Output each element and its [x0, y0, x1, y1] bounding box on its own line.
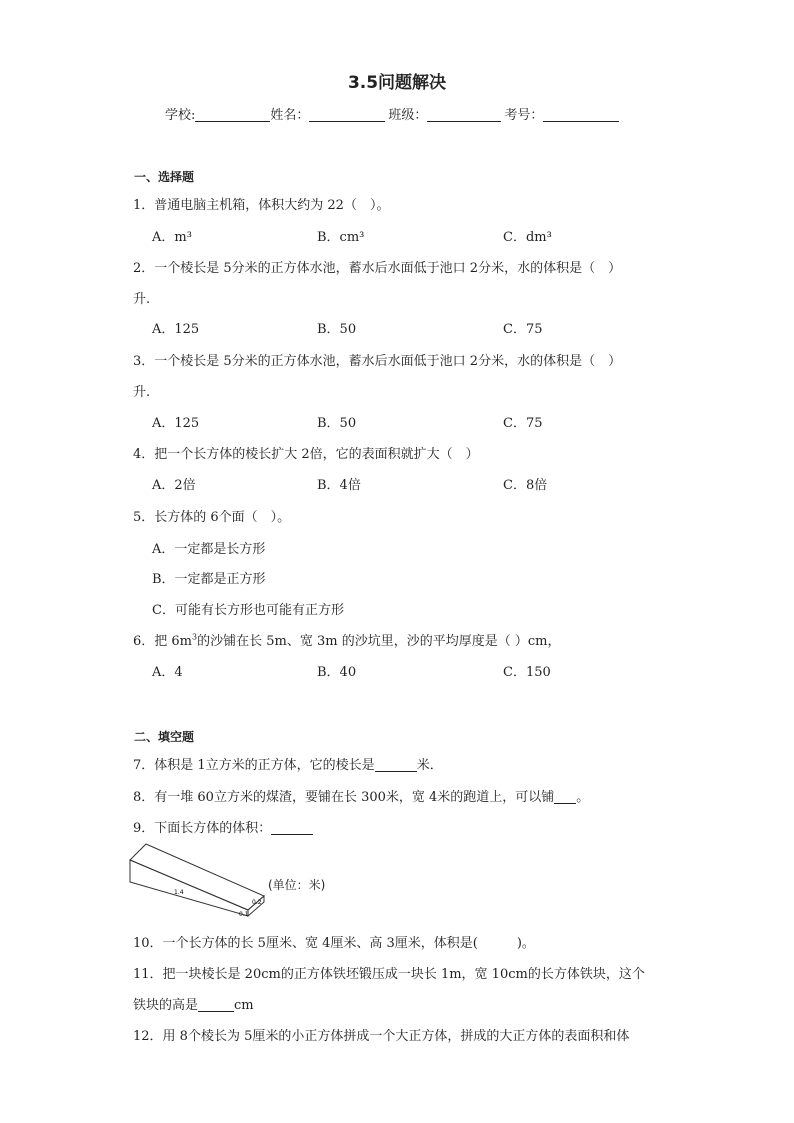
school-blank[interactable]	[195, 107, 270, 122]
question-8: 8．有一堆 60立方米的煤渣，要铺在长 300米，宽 4米的跑道上，可以铺 。	[133, 790, 590, 805]
q1-option-b[interactable]: B．cm³	[317, 230, 365, 245]
q1-option-a[interactable]: A．m³	[152, 230, 192, 245]
question-10: 10．一个长方体的长 5厘米、宽 4厘米、高 3厘米，体积是( )。	[133, 936, 535, 951]
cuboid-top-face	[130, 844, 264, 910]
cuboid-length-label: 1.4	[174, 889, 184, 896]
q8-blank[interactable]	[554, 789, 576, 804]
q6-option-a[interactable]: A．4	[152, 665, 183, 680]
q6-option-b[interactable]: B．40	[317, 665, 357, 680]
section-title-fill: 二、填空题	[134, 730, 195, 744]
page-title: 3.5问题解决	[347, 73, 447, 93]
question-3-line1: 3．一个棱长是 5分米的正方体水池，蓄水后水面低于池口 2分米，水的体积是（ ）	[133, 354, 622, 369]
question-11-line2: 铁块的高是 cm	[133, 998, 254, 1013]
q11-blank[interactable]	[198, 997, 234, 1012]
class-blank[interactable]	[427, 107, 501, 122]
question-5: 5．长方体的 6个面（ ）。	[133, 510, 291, 525]
q4-option-a[interactable]: A．2倍	[152, 478, 196, 493]
question-7: 7．体积是 1立方米的正方体，它的棱长是 米．	[133, 758, 443, 773]
q6-option-c[interactable]: C．150	[503, 665, 551, 680]
q4-option-c[interactable]: C．8倍	[503, 478, 548, 493]
q5-option-c[interactable]: C．可能有长方形也可能有正方形	[152, 603, 344, 618]
question-2-line2: 升.	[133, 292, 151, 307]
student-info-row	[165, 104, 619, 123]
question-2-line1: 2．一个棱长是 5分米的正方体水池，蓄水后水面低于池口 2分米，水的体积是（ ）	[133, 261, 622, 276]
question-1: 1．普通电脑主机箱，体积大约为 22（ ）。	[133, 198, 390, 213]
cuboid-height-label: 0.2	[252, 899, 262, 906]
school-label: 学校:	[165, 108, 196, 123]
unit-label: (单位：米)	[268, 878, 326, 892]
question-9: 9．下面长方体的体积：	[133, 817, 313, 836]
question-6: 6．把 $6m^3$的沙铺在长 5m、宽 3m 的沙坑里，沙的平均厚度是（ ）cm，	[133, 632, 561, 649]
q3-option-a[interactable]: A．125	[152, 416, 200, 431]
q5-option-a[interactable]: A．一定都是长方形	[152, 542, 266, 557]
question-4: 4．把一个长方体的棱长扩大 2倍，它的表面积就扩大（ ）	[133, 447, 479, 462]
name-blank[interactable]	[309, 107, 385, 122]
q4-option-b[interactable]: B．4倍	[317, 478, 361, 493]
q3-option-c[interactable]: C．75	[503, 416, 543, 431]
number-label: 考号：	[504, 108, 544, 123]
q9-blank[interactable]	[271, 820, 313, 835]
question-12-line1: 12．用 8个棱长为 5厘米的小正方体拼成一个大正方体，拼成的大正方体的表面积和体	[133, 1029, 630, 1044]
q7-blank[interactable]	[375, 757, 417, 772]
cuboid-width-label: 0.1	[239, 911, 249, 918]
q2-option-a[interactable]: A．125	[152, 322, 200, 337]
q2-option-b[interactable]: B．50	[317, 322, 357, 337]
q2-option-c[interactable]: C．75	[503, 322, 543, 337]
class-label: 班级：	[388, 108, 428, 123]
question-11-line1: 11．把一块棱长是 20cm的正方体铁坯锻压成一块长 1m，宽 10cm的长方体铁块，这个	[133, 967, 645, 982]
section-title-choice: 一、选择题	[134, 170, 195, 184]
cuboid-front-face	[130, 860, 248, 916]
q3-option-b[interactable]: B．50	[317, 416, 357, 431]
number-blank[interactable]	[543, 107, 619, 122]
q5-option-b[interactable]: B．一定都是正方形	[152, 572, 266, 587]
q1-option-c[interactable]: C．dm³	[503, 230, 552, 245]
cuboid-figure	[128, 840, 268, 920]
name-label: 姓名：	[270, 108, 310, 123]
question-3-line2: 升.	[133, 385, 151, 400]
